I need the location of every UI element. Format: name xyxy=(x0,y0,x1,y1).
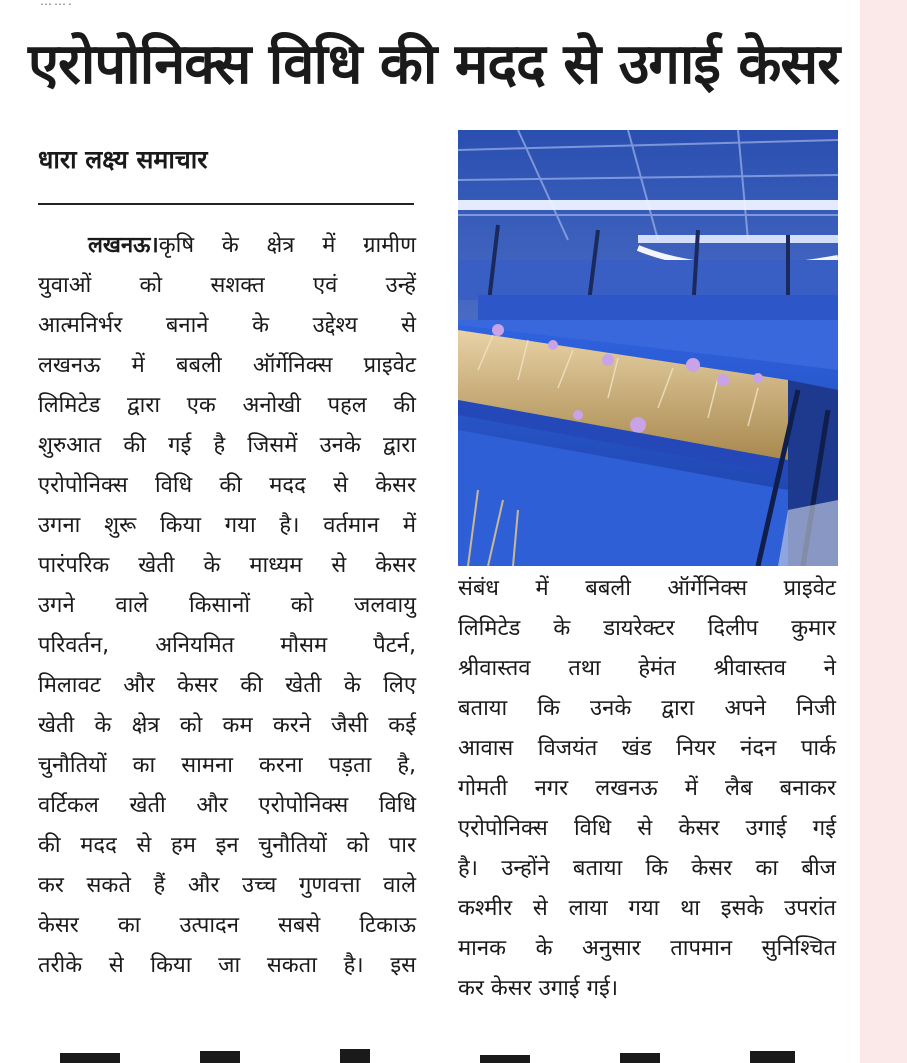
saffron-lab-photo-illustration xyxy=(458,130,838,566)
article-line: केसर का उत्पादन सबसे टिकाऊ xyxy=(38,913,416,938)
article-line: मानक के अनुसार तापमान सुनिश्चित xyxy=(458,936,836,961)
article-line: लखनऊ में बबली ऑर्गेनिक्स प्राइवेट xyxy=(38,353,416,378)
article-line: युवाओं को सशक्त एवं उन्हें xyxy=(38,273,416,298)
article-column-right xyxy=(458,569,836,1009)
byline-divider xyxy=(38,203,414,205)
article-line: उगना शुरू किया गया है। वर्तमान में xyxy=(38,513,416,538)
article-line: तरीके से किया जा सकता है। इस xyxy=(38,953,416,978)
article-column-left xyxy=(38,226,416,986)
article-line: कश्मीर से लाया गया था इसके उपरांत xyxy=(458,896,836,921)
cropped-bottom-glyphs xyxy=(60,1047,800,1063)
article-line: कर केसर उगाई गई। xyxy=(458,976,619,1001)
dateline: लखनऊ। xyxy=(88,233,159,258)
article-line: आत्मनिर्भर बनाने के उद्देश्य से xyxy=(38,313,416,338)
article-line: है। उन्होंने बताया कि केसर का बीज xyxy=(458,856,836,881)
headline: एरोपोनिक्स विधि की मदद से उगाई केसर xyxy=(28,32,840,97)
cropped-top-text xyxy=(0,0,860,12)
article-line: एरोपोनिक्स विधि से केसर उगाई गई xyxy=(458,816,836,841)
byline: धारा लक्ष्य समाचार xyxy=(38,145,208,174)
article-line: परिवर्तन, अनियमित मौसम पैटर्न, xyxy=(38,633,416,658)
article-line: श्रीवास्तव तथा हेमंत श्रीवास्तव ने xyxy=(458,656,836,681)
article-line: शुरुआत की गई है जिसमें उनके द्वारा xyxy=(38,433,416,458)
cropped-bottom-text xyxy=(0,1045,860,1063)
article-line: पारंपरिक खेती के माध्यम से केसर xyxy=(38,553,416,578)
article-line: एरोपोनिक्स विधि की मदद से केसर xyxy=(38,473,416,498)
article-line: उगने वाले किसानों को जलवायु xyxy=(38,593,416,618)
cropped-top-text-fragment: ……. xyxy=(40,0,74,8)
article-line: खेती के क्षेत्र को कम करने जैसी कई xyxy=(38,713,416,738)
article-line: संबंध में बबली ऑर्गेनिक्स प्राइवेट xyxy=(458,576,836,601)
saffron-lab-photo xyxy=(458,130,838,566)
article-line: की मदद से हम इन चुनौतियों को पार xyxy=(38,833,416,858)
article-line: वर्टिकल खेती और एरोपोनिक्स विधि xyxy=(38,793,416,818)
article-line: आवास विजयंत खंड नियर नंदन पार्क xyxy=(458,736,836,761)
article-line: चुनौतियों का सामना करना पड़ता है, xyxy=(38,753,416,778)
article-line: लखनऊ।कृषि के क्षेत्र में ग्रामीण xyxy=(88,233,416,258)
article-line: कर सकते हैं और उच्च गुणवत्ता वाले xyxy=(38,873,416,898)
article-line: मिलावट और केसर की खेती के लिए xyxy=(38,673,416,698)
article-line: बताया कि उनके द्वारा अपने निजी xyxy=(458,696,836,721)
article-line: लिमिटेड के डायरेक्टर दिलीप कुमार xyxy=(458,616,836,641)
article-line: लिमिटेड द्वारा एक अनोखी पहल की xyxy=(38,393,416,418)
page-edge-band xyxy=(860,0,907,1063)
article-line: गोमती नगर लखनऊ में लैब बनाकर xyxy=(458,776,836,801)
